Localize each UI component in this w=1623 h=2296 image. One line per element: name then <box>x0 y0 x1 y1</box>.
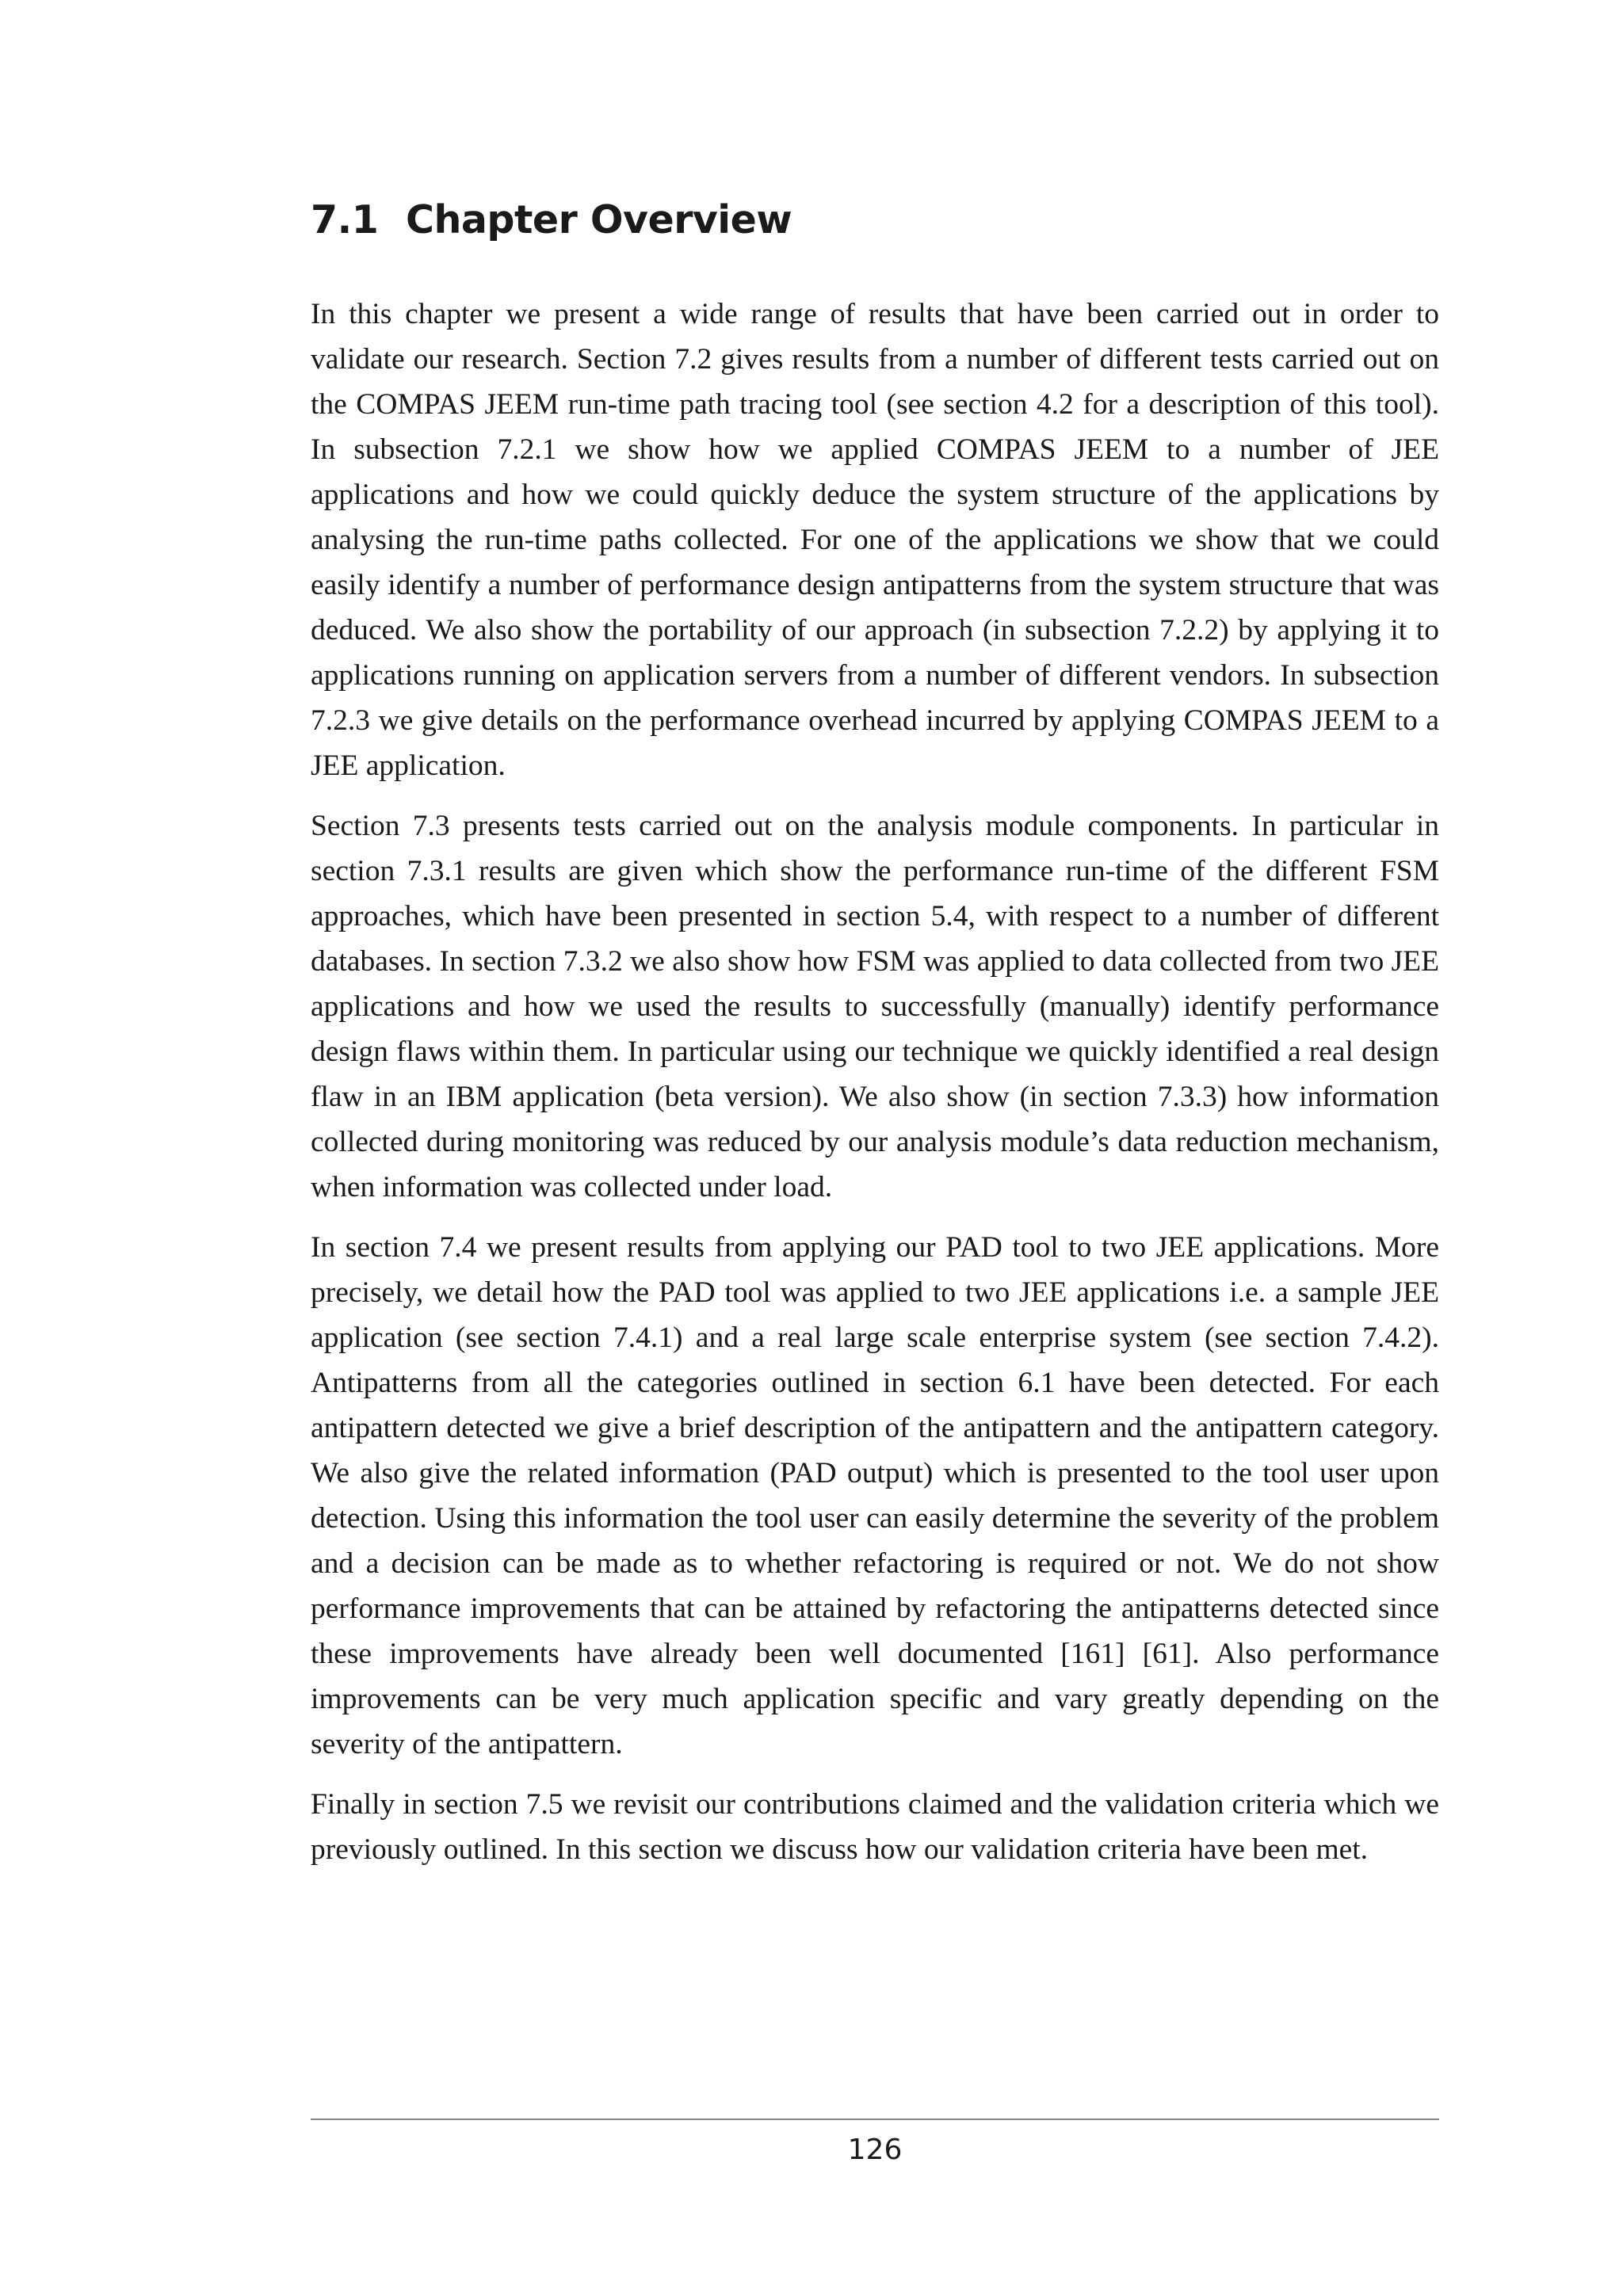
page-number: 126 <box>847 2134 903 2166</box>
section-number: 7.1 <box>311 197 379 242</box>
paragraph-validation: Finally in section 7.5 we revisit our contributions claimed and the validation criteria which we previously outlined. In this section we discuss how our validation criteria have been met. <box>311 1788 1439 1866</box>
chapter-overview-body <box>311 292 1439 1887</box>
section-title: Chapter Overview <box>406 197 792 242</box>
paragraph-analysis-module: Section 7.3 presents tests carried out on the analysis module components. In particular in section 7.3.1 results are given which show the performance run-time of the different FSM approaches, which have been presented in section 5.4, with respect to a number of different databases. In section 7.3.2 we also show how FSM was applied to data collected from two JEE applications and how we used the results to successfully (manually) identify performance design flaws within them. In particular using our technique we quickly identified a real design flaw in an IBM application (beta version). We also show (in section 7.3.3) how information collected during monitoring was reduced by our analysis module’s data reduction mechanism, when information was collected under load. <box>311 810 1439 1203</box>
footer-divider <box>311 2119 1439 2120</box>
paragraph-pad-tool: In section 7.4 we present results from applying our PAD tool to two JEE applications. More precisely, we detail how the PAD tool was applied to two JEE applications i.e. a sample JEE application (see section 7.4.1) and a real large scale enterprise system (see section 7.4.2). Antipatterns from all the categories outlined in section 6.1 have been detected. For each antipattern detected we give a brief description of the antipattern and the antipattern category. We also give the related information (PAD output) which is presented to the tool user upon detection. Using this information the tool user can easily determine the severity of the problem and a decision can be made as to whether refactoring is required or not. We do not show performance improvements that can be attained by refactoring the antipatterns detected since these improvements have already been well documented [161] [61]. Also performance improvements can be very much application specific and vary greatly depending on the severity of the antipattern. <box>311 1231 1439 1760</box>
section-heading <box>311 189 792 252</box>
paragraph-intro: In this chapter we present a wide range of results that have been carried out in order to validate our research. Section 7.2 gives results from a number of different tests carried out on the COMPAS JEEM run-time path tracing tool (see section 4.2 for a description of this tool). In subsection 7.2.1 we show how we applied COMPAS JEEM to a number of JEE applications and how we could quickly deduce the system structure of the applications by analysing the run-time paths collected. For one of the applications we show that we could easily identify a number of performance design antipatterns from the system structure that was deduced. We also show the portability of our approach (in subsection 7.2.2) by applying it to applications running on application servers from a number of different vendors. In subsection 7.2.3 we give details on the performance overhead incurred by applying COMPAS JEEM to a JEE application. <box>311 298 1439 782</box>
